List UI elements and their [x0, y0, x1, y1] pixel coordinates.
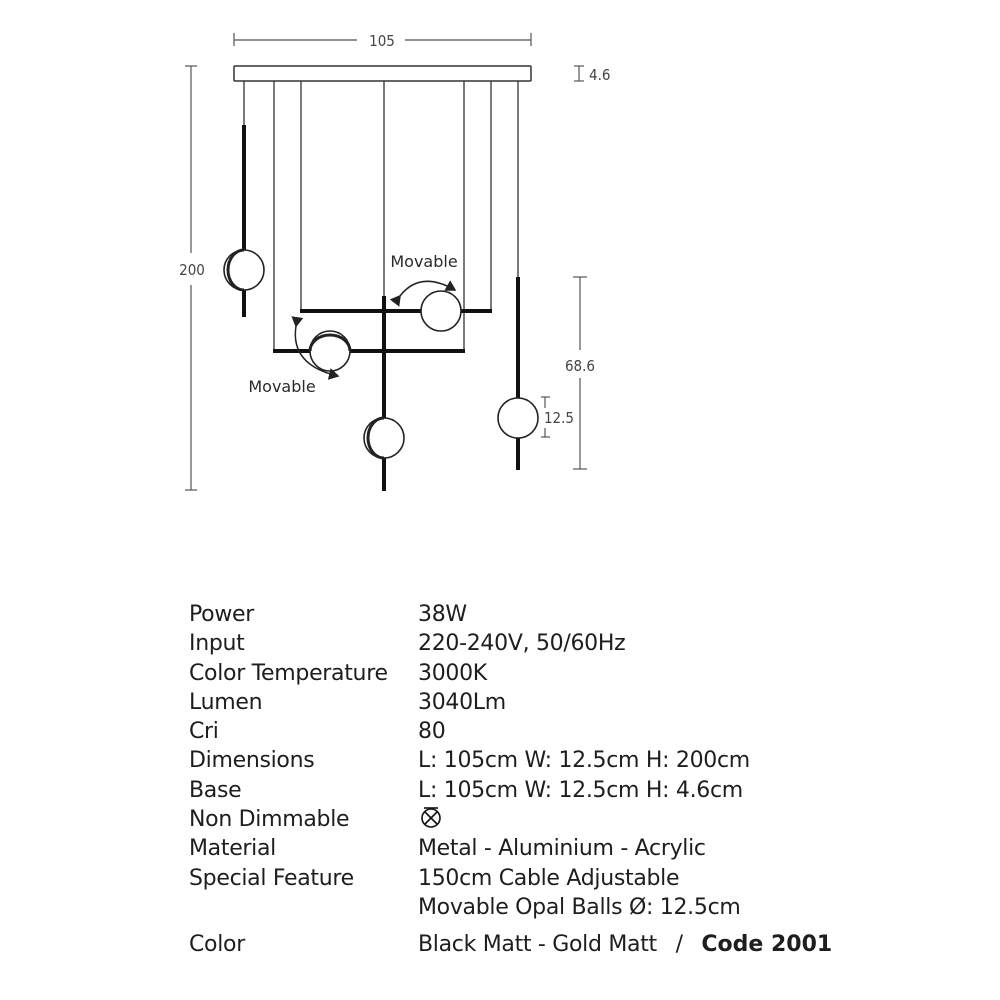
spec-value: 38W [418, 602, 467, 627]
spec-row [189, 629, 969, 658]
color-value-group [418, 930, 832, 959]
spec-value: Metal - Aluminium - Acrylic [418, 836, 706, 862]
spec-table [189, 600, 969, 960]
spec-label: Power [189, 602, 255, 627]
spec-row-color [189, 930, 969, 959]
spec-label: Dimensions [189, 748, 315, 774]
color-label: Color [189, 932, 245, 958]
non-dimmable-icon [418, 805, 444, 831]
base-height-label: 4.6 [589, 66, 611, 84]
base-height-dimension [574, 66, 584, 81]
opal-ball-left [224, 250, 264, 290]
opal-ball-right [498, 398, 538, 438]
spec-value: 3000K [418, 660, 487, 686]
spec-label: Cri [189, 719, 219, 745]
spec-value: 80 [418, 719, 446, 745]
spec-value: 150cm Cable Adjustable [418, 865, 680, 891]
color-separator [669, 932, 690, 957]
spec-row [189, 864, 969, 893]
movable-label-bottom: Movable [248, 377, 316, 396]
opal-ball-top-bar [421, 291, 461, 331]
ceiling-base [234, 66, 531, 81]
spec-row [189, 688, 969, 717]
spec-label: Input [189, 631, 245, 657]
color-value: Black Matt - Gold Matt [418, 932, 657, 958]
spec-value: 3040Lm [418, 689, 506, 715]
spec-row [189, 600, 969, 629]
spec-label: Material [189, 836, 276, 862]
spec-row [189, 834, 969, 863]
spec-row [189, 776, 969, 805]
spec-value: L: 105cm W: 12.5cm H: 4.6cm [418, 777, 743, 803]
separator: / [675, 932, 683, 958]
drop-label: 68.6 [564, 357, 596, 375]
spec-value: Movable Opal Balls Ø: 12.5cm [418, 894, 741, 920]
spec-value: 220-240V, 50/60Hz [418, 631, 626, 657]
spec-label: Color Temperature [189, 660, 388, 686]
opal-ball-center [364, 418, 404, 458]
spec-label: Non Dimmable [189, 807, 350, 833]
spec-row [189, 805, 969, 834]
spec-value: L: 105cm W: 12.5cm H: 200cm [418, 748, 750, 774]
spec-row [189, 659, 969, 688]
ball-label: 12.5 [543, 409, 575, 427]
spec-value [418, 805, 444, 834]
spec-row [189, 717, 969, 746]
width-label: 105 [369, 32, 395, 50]
movable-label-top: Movable [390, 252, 458, 271]
spec-label: Lumen [189, 689, 263, 715]
spec-row [189, 893, 969, 922]
opal-ball-bottom-bar [310, 331, 350, 371]
spec-label: Special Feature [189, 865, 354, 891]
spec-label: Base [189, 777, 242, 803]
product-code: Code 2001 [701, 932, 833, 958]
total-height-label: 200 [179, 261, 205, 279]
spec-row [189, 746, 969, 775]
